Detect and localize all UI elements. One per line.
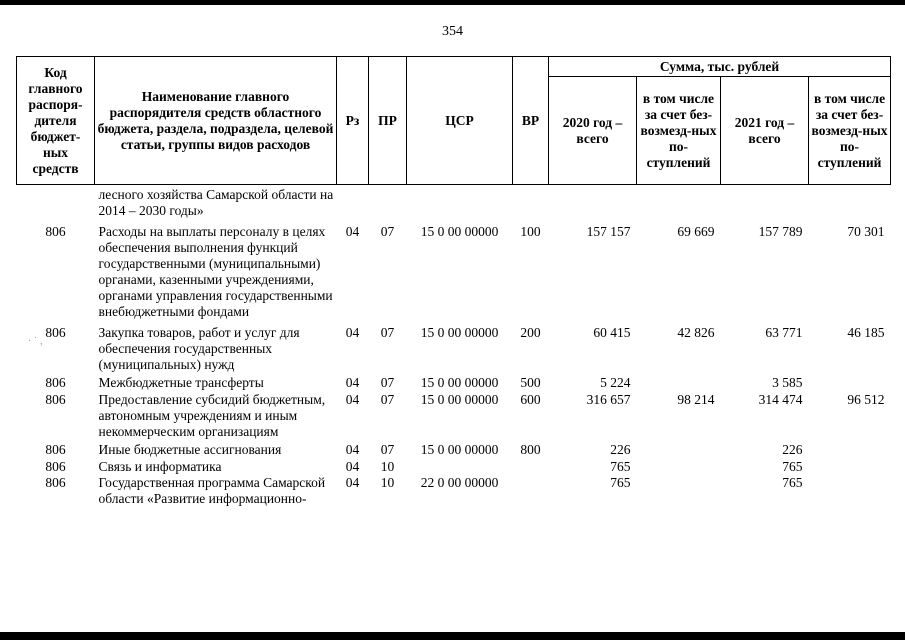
cell-2021-total: 226 [782,442,803,457]
cell-rz: 04 [345,375,360,390]
cell-2021-total: 765 [782,459,803,474]
cell-name: Закупка товаров, работ и услуг для обеспечения государственных (муниципальных) нужд [98,325,300,372]
cell-name: Предоставление субсидий бюджетным, автономным учреждениям и иным некоммерческим организациям [98,392,326,439]
table-row [17,391,891,440]
cell-2021-free [809,475,891,507]
header-2021-total: 2021 год – всего [721,77,809,185]
header-2021-free: в том числе за счет без-возмезд-ных по-ступлений [809,77,891,185]
cell-2021-total: 63 771 [765,325,803,340]
cell-csr: 15 0 00 00000 [420,392,499,407]
bottom-border [0,632,905,640]
budget-table [16,56,891,507]
header-code: Код главного распоря-дителя бюджет-ных средств [17,57,95,185]
cell-2021-total: 765 [782,475,803,490]
cell-pr: 07 [380,442,395,457]
cell-rz [337,185,369,220]
cell-2021-free [809,458,891,475]
cell-name: Межбюджетные трансферты [98,375,264,390]
cell-2021-free: 96 512 [847,392,885,407]
cell-2020-free [637,185,721,220]
header-2020-free: в том числе за счет без-возмезд-ных по-ступлений [637,77,721,185]
cell-vr: 600 [520,392,541,407]
cell-2020-free [637,458,721,475]
cell-2020-free: 69 669 [677,224,715,239]
header-name: Наименование главного распорядителя средств областного бюджета, раздела, подраздела, целевой статьи, группы видов расходов [95,57,337,185]
cell-csr [407,458,513,475]
cell-2020-free: 42 826 [677,325,715,340]
cell-2020-free [637,440,721,458]
cell-2021-free: 70 301 [847,224,885,239]
cell-code: 806 [45,442,66,457]
cell-vr: 800 [520,442,541,457]
cell-2020-total: 765 [610,459,631,474]
cell-pr: 07 [380,375,395,390]
table-row [17,219,891,320]
cell-pr: 07 [380,224,395,239]
cell-pr: 10 [380,475,395,490]
table-row [17,373,891,391]
cell-2021-total [721,185,809,220]
table-row [17,475,891,507]
cell-vr: 100 [520,224,541,239]
cell-2020-free [637,475,721,507]
cell-vr [513,475,549,507]
cell-csr: 15 0 00 00000 [420,442,499,457]
table-row [17,458,891,475]
top-border [0,0,905,5]
cell-code: 806 [45,459,66,474]
cell-pr: 07 [380,392,395,407]
scan-specks: · ˙ ‚ [28,336,43,347]
cell-pr [369,185,407,220]
cell-2020-free: 98 214 [677,392,715,407]
cell-name: Связь и информатика [98,459,222,474]
cell-2021-total: 157 789 [758,224,803,239]
cell-csr: 22 0 00 00000 [420,475,499,490]
cell-2020-total: 226 [610,442,631,457]
cell-code [17,185,95,220]
cell-2021-free [809,440,891,458]
cell-code: 806 [45,325,66,340]
header-vr: ВР [513,57,549,185]
header-rz: Рз [337,57,369,185]
cell-name: Расходы на выплаты персоналу в целях обеспечения выполнения функций государственными (муниципальными) органами, казенными учреждениями, органами управления государственными внебюджетными фондами [98,224,333,319]
cell-rz: 04 [345,325,360,340]
table-header [17,57,891,185]
table-row [17,440,891,458]
cell-2020-total: 316 657 [586,392,631,407]
header-2020-total: 2020 год – всего [549,77,637,185]
header-csr: ЦСР [407,57,513,185]
table-body [17,185,891,508]
cell-2020-total: 765 [610,475,631,490]
cell-code: 806 [45,375,66,390]
page-number: 354 [442,24,463,39]
cell-2021-free [809,373,891,391]
cell-code: 806 [45,392,66,407]
cell-rz: 04 [345,475,360,490]
cell-name: Иные бюджетные ассигнования [98,442,282,457]
cell-2020-total [549,185,637,220]
cell-csr [407,185,513,220]
cell-name: Государственная программа Самарской области «Развитие информационно- [98,475,326,506]
cell-vr: 200 [520,325,541,340]
cell-pr: 10 [380,459,395,474]
cell-csr: 15 0 00 00000 [420,325,499,340]
cell-code: 806 [45,224,66,239]
cell-vr [513,458,549,475]
cell-rz: 04 [345,224,360,239]
cell-rz: 04 [345,442,360,457]
cell-2020-free [637,373,721,391]
cell-2021-free [809,185,891,220]
cell-2020-total: 60 415 [593,325,631,340]
table-row [17,320,891,373]
cell-csr: 15 0 00 00000 [420,224,499,239]
cell-code: 806 [45,475,66,490]
cell-2021-total: 314 474 [758,392,803,407]
cell-csr: 15 0 00 00000 [420,375,499,390]
table-row [17,185,891,220]
cell-rz: 04 [345,459,360,474]
header-pr: ПР [369,57,407,185]
cell-2021-free: 46 185 [847,325,885,340]
cell-rz: 04 [345,392,360,407]
cell-vr: 500 [520,375,541,390]
cell-2021-total: 3 585 [772,375,803,390]
cell-name: лесного хозяйства Самарской области на 2014 – 2030 годы» [98,187,334,218]
cell-2020-total: 157 157 [586,224,631,239]
cell-pr: 07 [380,325,395,340]
cell-2020-total: 5 224 [600,375,631,390]
header-sum: Сумма, тыс. рублей [549,57,891,77]
cell-vr [513,185,549,220]
